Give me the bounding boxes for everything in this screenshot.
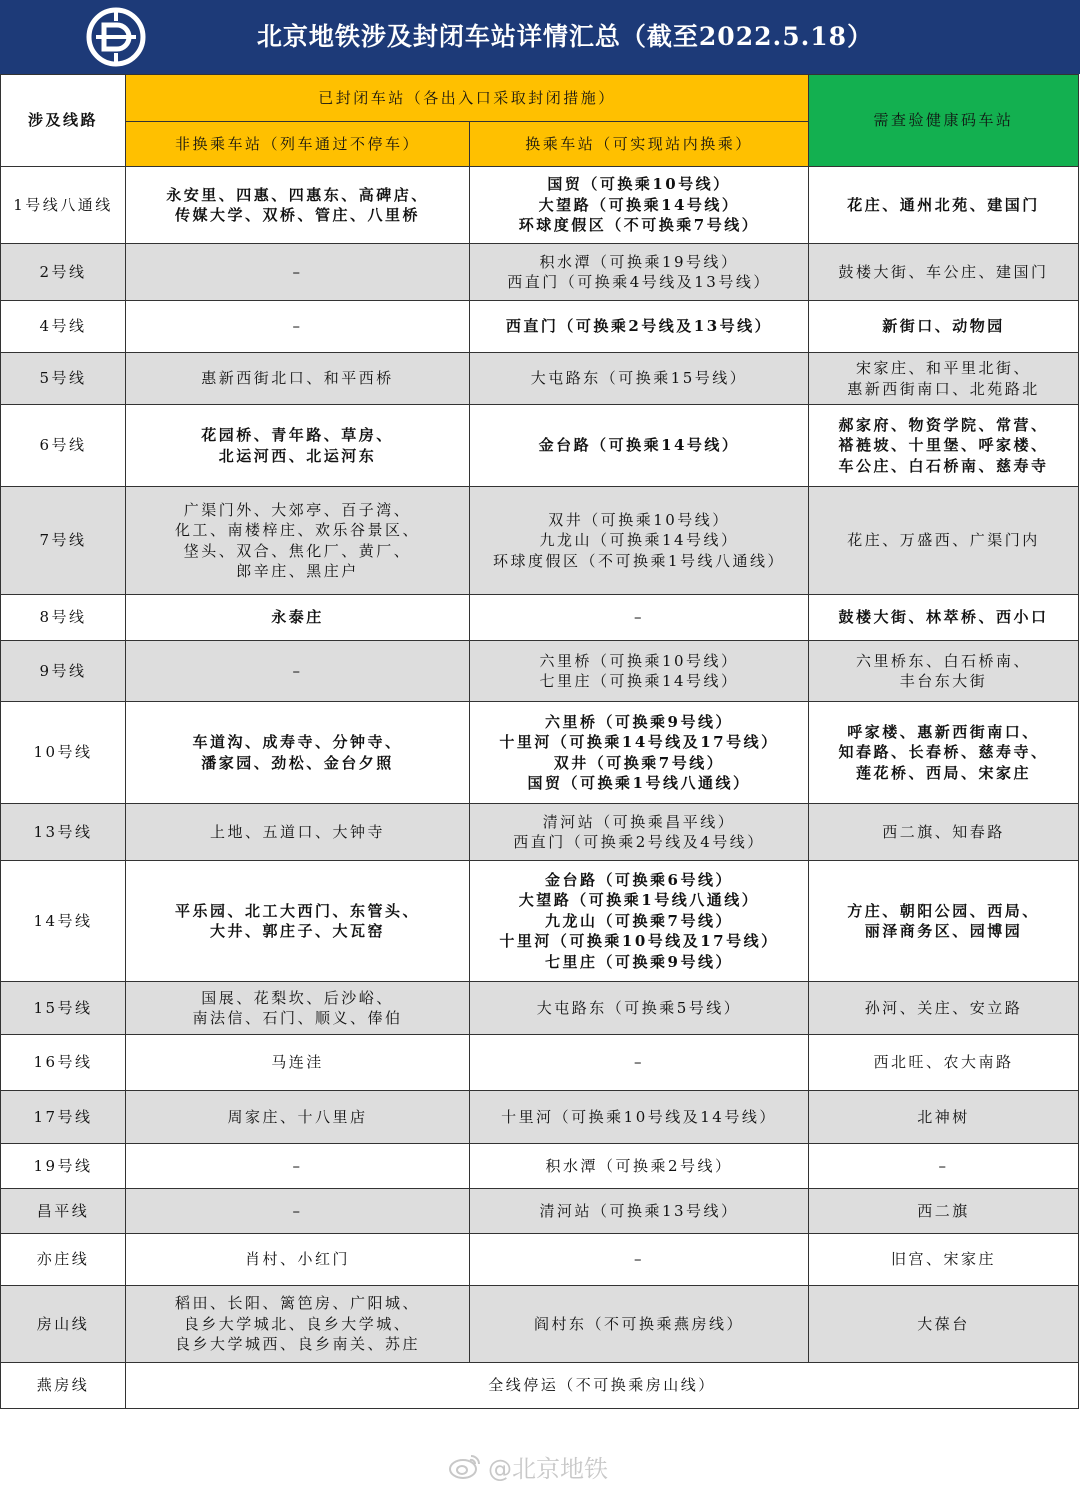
non-transfer-cell-text: –	[292, 317, 303, 336]
table-row	[1, 595, 1079, 641]
line-name-cell: 9号线	[1, 641, 126, 702]
health-code-cell-text: 褡裢坡、十里堡、呼家楼、	[838, 436, 1049, 455]
line-name-cell: 4号线	[1, 301, 126, 353]
health-code-cell-text: 大葆台	[917, 1314, 970, 1333]
non-transfer-cell	[126, 641, 470, 702]
table-row	[1, 1363, 1079, 1409]
line-name-cell: 13号线	[1, 804, 126, 861]
non-transfer-cell-text: 肖村、小红门	[244, 1250, 350, 1269]
line-name-cell: 7号线	[1, 487, 126, 595]
health-code-cell	[809, 405, 1079, 487]
line-name-cell: 2号线	[1, 244, 126, 301]
table-row	[1, 804, 1079, 861]
transfer-cell-text: 环球度假区（不可换乘7号线）	[518, 216, 760, 235]
transfer-cell	[470, 405, 809, 487]
non-transfer-cell	[126, 1286, 470, 1363]
header-transfer: 换乘车站（可实现站内换乘）	[470, 122, 809, 167]
transfer-cell-text: 清河站（可换乘昌平线）	[542, 812, 736, 831]
transfer-cell	[470, 595, 809, 641]
health-code-cell-text: 方庄、朝阳公园、西局、	[847, 901, 1040, 920]
transfer-cell	[470, 804, 809, 861]
line-name-cell: 房山线	[1, 1286, 126, 1363]
transfer-cell-text: –	[634, 1250, 644, 1269]
table-row	[1, 1144, 1079, 1189]
transfer-cell-text: 十里河（可换乘10号线及17号线）	[499, 932, 779, 951]
non-transfer-cell-text: 惠新西街北口、和平西桥	[201, 369, 394, 388]
health-code-cell-text: 西二旗	[917, 1201, 970, 1220]
health-code-cell	[809, 301, 1079, 353]
line-name-cell: 亦庄线	[1, 1234, 126, 1286]
transfer-cell	[470, 1189, 809, 1234]
line-name-cell: 19号线	[1, 1144, 126, 1189]
non-transfer-cell-text: 马连洼	[271, 1053, 324, 1072]
non-transfer-cell-text: 南法信、石门、顺义、俸伯	[192, 1009, 403, 1027]
health-code-cell-text: 花庄、万盛西、广渠门内	[847, 531, 1040, 550]
non-transfer-cell	[126, 353, 470, 405]
line-name-cell: 8号线	[1, 595, 126, 641]
transfer-cell	[470, 702, 809, 804]
page-header	[0, 0, 1080, 74]
non-transfer-cell-text: 稻田、长阳、篱笆房、广阳城、	[174, 1294, 420, 1313]
table-header-row	[1, 75, 1079, 122]
non-transfer-cell-text: 潘家园、劲松、金台夕照	[201, 753, 394, 772]
transfer-cell-text: 积水潭（可换乘2号线）	[545, 1156, 733, 1175]
non-transfer-cell	[126, 1144, 470, 1189]
health-code-cell	[809, 244, 1079, 301]
line-name-cell: 6号线	[1, 405, 126, 487]
transfer-cell-text: 九龙山（可换乘7号线）	[545, 911, 733, 930]
transfer-cell-text: 大屯路东（可换乘15号线）	[530, 369, 748, 388]
health-code-cell-text: 宋家庄、和平里北街、	[856, 359, 1032, 377]
transfer-cell-text: 九龙山（可换乘14号线）	[539, 531, 739, 550]
non-transfer-cell	[126, 804, 470, 861]
non-transfer-cell-text: 花园桥、青年路、草房、	[201, 426, 394, 444]
health-code-cell-text: 鼓楼大街、车公庄、建国门	[838, 262, 1049, 281]
transfer-cell-text: 六里桥（可换乘9号线）	[545, 712, 733, 731]
health-code-cell	[809, 1234, 1079, 1286]
transfer-cell-text: 西直门（可换乘4号线及13号线）	[507, 273, 771, 291]
table-row	[1, 405, 1079, 487]
non-transfer-cell-text: 北运河西、北运河东	[218, 446, 377, 465]
non-transfer-cell-text: 良乡大学城西、良乡南关、苏庄	[174, 1335, 420, 1354]
transfer-cell	[470, 1035, 809, 1091]
transfer-cell-text: 国贸（可换乘10号线）	[547, 175, 731, 194]
line-name-cell: 14号线	[1, 861, 126, 982]
health-code-cell-text: 呼家楼、惠新西街南口、	[847, 722, 1040, 741]
transfer-cell	[470, 982, 809, 1035]
non-transfer-cell	[126, 1234, 470, 1286]
table-row	[1, 702, 1079, 804]
health-code-cell	[809, 1035, 1079, 1091]
health-code-cell	[809, 595, 1079, 641]
health-code-cell	[809, 487, 1079, 595]
health-code-cell	[809, 1091, 1079, 1144]
transfer-cell-text: 七里庄（可换乘14号线）	[539, 672, 739, 690]
transfer-cell-text: 清河站（可换乘13号线）	[539, 1201, 739, 1220]
line-name-cell: 昌平线	[1, 1189, 126, 1234]
transfer-cell	[470, 861, 809, 982]
non-transfer-cell	[126, 301, 470, 353]
watermark	[448, 1448, 608, 1484]
health-code-cell-text: –	[938, 1156, 949, 1175]
non-transfer-cell-text: 上地、五道口、大钟寺	[209, 822, 385, 841]
non-transfer-cell	[126, 702, 470, 804]
line-name-cell: 1号线八通线	[1, 167, 126, 244]
table-row	[1, 167, 1079, 244]
table-row	[1, 487, 1079, 595]
non-transfer-cell-text: 广渠门外、大郊亭、百子湾、	[183, 500, 412, 519]
non-transfer-cell-text: 车道沟、成寿寺、分钟寺、	[192, 733, 403, 751]
header-non-transfer: 非换乘车站（列车通过不停车）	[126, 122, 470, 167]
transfer-cell-text: 十里河（可换乘10号线及14号线）	[501, 1107, 777, 1126]
health-code-cell-text: 旧宫、宋家庄	[891, 1250, 997, 1269]
health-code-cell	[809, 861, 1079, 982]
non-transfer-cell-text: 郎辛庄、黑庄户	[236, 562, 359, 580]
non-transfer-cell	[126, 1189, 470, 1234]
health-code-cell-text: 惠新西街南口、北苑路北	[847, 379, 1040, 398]
health-code-cell-text: 莲花桥、西局、宋家庄	[856, 763, 1032, 782]
non-transfer-cell-text: 国展、花梨坎、后沙峪、	[201, 988, 394, 1007]
transfer-cell	[470, 301, 809, 353]
table-row	[1, 641, 1079, 702]
transfer-cell	[470, 487, 809, 595]
non-transfer-cell	[126, 1091, 470, 1144]
transfer-cell-text: –	[634, 1053, 644, 1072]
health-code-cell-text: 西二旗、知春路	[882, 822, 1005, 841]
transfer-cell	[470, 1144, 809, 1189]
weibo-icon	[448, 1452, 482, 1480]
health-code-cell	[809, 641, 1079, 702]
health-code-cell-text: 新街口、动物园	[882, 317, 1005, 336]
beijing-subway-logo-icon	[86, 7, 146, 67]
health-code-cell-text: 车公庄、白石桥南、慈寿寺	[838, 456, 1049, 475]
transfer-cell	[470, 244, 809, 301]
transfer-cell	[470, 353, 809, 405]
closed-stations-table	[0, 74, 1079, 1409]
transfer-cell	[470, 1234, 809, 1286]
transfer-cell	[470, 1091, 809, 1144]
health-code-cell	[809, 167, 1079, 244]
line-name-cell: 5号线	[1, 353, 126, 405]
health-code-cell	[809, 1189, 1079, 1234]
table-row	[1, 353, 1079, 405]
table-row	[1, 1091, 1079, 1144]
transfer-cell-text: 大屯路东（可换乘5号线）	[536, 998, 742, 1017]
transfer-cell-text: 大望路（可换乘1号线八通线）	[518, 891, 760, 910]
non-transfer-cell-text: –	[292, 1201, 303, 1220]
non-transfer-cell-text: 良乡大学城北、良乡大学城、	[183, 1314, 412, 1333]
transfer-cell-text: 金台路（可换乘6号线）	[545, 870, 733, 889]
non-transfer-cell	[126, 861, 470, 982]
transfer-cell-text: 十里河（可换乘14号线及17号线）	[499, 733, 779, 751]
transfer-cell-text: 国贸（可换乘1号线八通线）	[527, 774, 751, 792]
health-code-cell	[809, 353, 1079, 405]
health-code-cell-text: 丰台东大街	[899, 672, 988, 690]
health-code-cell-text: 郝家府、物资学院、常营、	[838, 415, 1049, 434]
transfer-cell-text: 金台路（可换乘14号线）	[538, 436, 740, 455]
health-code-cell	[809, 1286, 1079, 1363]
non-transfer-cell-text: 平乐园、北工大西门、东管头、	[174, 901, 420, 920]
header-line: 涉及线路	[1, 75, 126, 167]
line-name-cell: 10号线	[1, 702, 126, 804]
transfer-cell-text: 双井（可换乘7号线）	[553, 753, 725, 772]
line-name-cell: 16号线	[1, 1035, 126, 1091]
health-code-cell	[809, 1144, 1079, 1189]
transfer-cell-text: 积水潭（可换乘19号线）	[539, 252, 739, 271]
non-transfer-cell	[126, 1035, 470, 1091]
transfer-cell-text: 环球度假区（不可换乘1号线八通线）	[492, 551, 786, 570]
transfer-cell-text: 七里庄（可换乘9号线）	[545, 952, 733, 971]
non-transfer-cell-text: 大井、郭庄子、大瓦窑	[209, 922, 385, 940]
transfer-cell-text: 六里桥（可换乘10号线）	[539, 651, 739, 670]
non-transfer-cell-text: 永安里、四惠、四惠东、高碑店、	[166, 185, 429, 204]
transfer-cell	[470, 641, 809, 702]
non-transfer-cell	[126, 244, 470, 301]
health-code-cell-text: 丽泽商务区、园博园	[864, 922, 1023, 940]
table-row	[1, 861, 1079, 982]
header-closed-group: 已封闭车站（各出入口采取封闭措施）	[126, 75, 809, 122]
header-health-code: 需查验健康码车站	[809, 75, 1079, 167]
table-row	[1, 1035, 1079, 1091]
table-row	[1, 1286, 1079, 1363]
health-code-cell-text: 孙河、关庄、安立路	[864, 998, 1023, 1017]
non-transfer-cell-text: 传媒大学、双桥、管庄、八里桥	[174, 206, 420, 224]
line-name-cell: 15号线	[1, 982, 126, 1035]
non-transfer-cell	[126, 982, 470, 1035]
table-row	[1, 982, 1079, 1035]
health-code-cell-text: 花庄、通州北苑、建国门	[847, 195, 1040, 214]
table-row	[1, 1189, 1079, 1234]
health-code-cell-text: 北神树	[917, 1107, 970, 1126]
non-transfer-cell-text: –	[292, 262, 303, 281]
table-row	[1, 244, 1079, 301]
line-name-cell: 燕房线	[1, 1363, 126, 1409]
health-code-cell-text: 西北旺、农大南路	[873, 1053, 1014, 1072]
transfer-cell-text: 西直门（可换乘2号线及13号线）	[505, 317, 773, 336]
health-code-cell	[809, 702, 1079, 804]
table-row	[1, 1234, 1079, 1286]
transfer-cell	[470, 1286, 809, 1363]
transfer-cell-text: 双井（可换乘10号线）	[548, 510, 730, 529]
health-code-cell-text: 六里桥东、白石桥南、	[856, 651, 1032, 670]
non-transfer-cell-text: –	[292, 1156, 303, 1175]
non-transfer-cell-text: 化工、南楼梓庄、欢乐谷景区、	[174, 521, 420, 539]
health-code-cell	[809, 804, 1079, 861]
non-transfer-cell	[126, 487, 470, 595]
transfer-cell-text: 大望路（可换乘14号线）	[538, 195, 740, 214]
watermark-text: @北京地铁	[488, 1454, 608, 1483]
line-name-cell: 17号线	[1, 1091, 126, 1144]
non-transfer-cell	[126, 595, 470, 641]
transfer-cell-text: 西直门（可换乘2号线及4号线）	[513, 833, 765, 851]
non-transfer-cell-text: 永泰庄	[271, 608, 324, 627]
transfer-cell-text: –	[634, 608, 644, 627]
non-transfer-cell-text: 周家庄、十八里店	[227, 1107, 368, 1126]
health-code-cell-text: 鼓楼大街、林萃桥、西小口	[838, 608, 1049, 627]
transfer-cell	[470, 167, 809, 244]
non-transfer-cell	[126, 167, 470, 244]
non-transfer-cell-text: 垡头、双合、焦化厂、黄厂、	[183, 541, 412, 560]
health-code-cell-text: 知春路、长春桥、慈寿寺、	[838, 743, 1049, 762]
health-code-cell	[809, 982, 1079, 1035]
page-title: 北京地铁涉及封闭车站详情汇总（截至2022.5.18）	[256, 22, 874, 51]
non-transfer-cell	[126, 405, 470, 487]
non-transfer-cell-text: –	[292, 661, 303, 680]
table-row	[1, 301, 1079, 353]
transfer-cell-text: 阎村东（不可换乘燕房线）	[534, 1314, 745, 1333]
suspended-line-cell: 全线停运（不可换乘房山线）	[126, 1363, 1079, 1409]
